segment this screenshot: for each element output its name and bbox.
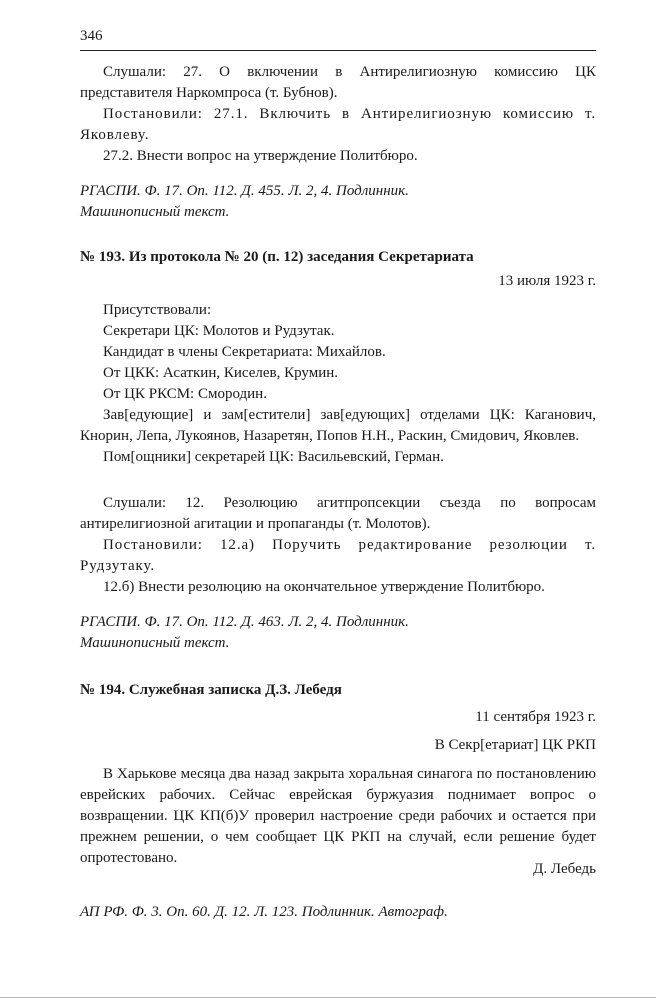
archive-source-top — [80, 181, 596, 223]
page-number: 346 — [80, 28, 103, 44]
attendance-list — [80, 300, 596, 468]
document-title-193: № 193. Из протокола № 20 (п. 12) заседания Секретариата — [80, 249, 474, 265]
decided-paragraph: Постановили: 12.а) Поручить редактирование резолюции т. Рудзутаку. — [80, 537, 596, 574]
source-line: Машинописный текст. — [80, 635, 230, 651]
memo-paragraph: В Харькове месяца два назад закрыта хоральная синагога по постановлению еврейских рабочих. Сейчас еврейская буржуазия поднимает вопрос о возвращении. ЦК КП(б)У проверил настроение среди рабочих и остается при прежнем решении, о чем сообщает ЦК РКП на случай, если решение будет опротестовано. — [80, 766, 596, 866]
item-paragraph: 27.2. Внести вопрос на утверждение Политбюро. — [103, 148, 418, 164]
attendance-line: От ЦКК: Асаткин, Киселев, Крумин. — [103, 365, 339, 381]
attendance-line: Секретари ЦК: Молотов и Рудзутак. — [103, 323, 335, 339]
addressee-line: В Секр[етариат] ЦК РКП — [434, 737, 596, 753]
attendance-line: Кандидат в члены Секретариата: Михайлов. — [103, 344, 386, 360]
heard-paragraph: Слушали: 12. Резолюцию агитпропсекции съезда по вопросам антирелигиозной агитации и пропаганды (т. Молотов). — [80, 495, 596, 532]
attendance-line: От ЦК РКСМ: Смородин. — [103, 386, 267, 402]
document-date-194: 11 сентября 1923 г. — [475, 709, 596, 725]
archive-source-194: АП РФ. Ф. 3. Оп. 60. Д. 12. Л. 123. Подлинник. Автограф. — [80, 904, 448, 920]
source-line: Машинописный текст. — [80, 204, 230, 220]
heard-paragraph: Слушали: 27. О включении в Антирелигиозную комиссию ЦК представителя Наркомпроса (т. Бубнов). — [80, 64, 596, 101]
assistants-line: Пом[ощники] секретарей ЦК: Васильевский, Герман. — [103, 449, 444, 465]
signature: Д. Лебедь — [533, 861, 596, 877]
page-header — [80, 26, 596, 51]
memo-body — [80, 764, 596, 869]
decided-paragraph: Постановили: 27.1. Включить в Антирелигиозную комиссию т. Яковлеву. — [80, 106, 596, 143]
item-paragraph: 12.б) Внести резолюцию на окончательное утверждение Политбюро. — [103, 579, 545, 595]
section-top — [80, 62, 596, 167]
bottom-divider — [0, 997, 656, 998]
document-title-194: № 194. Служебная записка Д.З. Лебедя — [80, 682, 342, 698]
decision-section-193 — [80, 493, 596, 598]
archive-source-193 — [80, 612, 596, 654]
heads-paragraph: Зав[едующие] и зам[естители] зав[едующих] отделами ЦК: Каганович, Кнорин, Лепа, Лукоянов, Назаретян, Попов Н.Н., Раскин, Смидович, Яковлев. — [80, 407, 596, 444]
source-line: РГАСПИ. Ф. 17. Оп. 112. Д. 463. Л. 2, 4. Подлинник. — [80, 614, 409, 630]
attendance-line: Присутствовали: — [103, 302, 212, 318]
source-line: РГАСПИ. Ф. 17. Оп. 112. Д. 455. Л. 2, 4. Подлинник. — [80, 183, 409, 199]
document-date-193: 13 июля 1923 г. — [498, 273, 596, 289]
